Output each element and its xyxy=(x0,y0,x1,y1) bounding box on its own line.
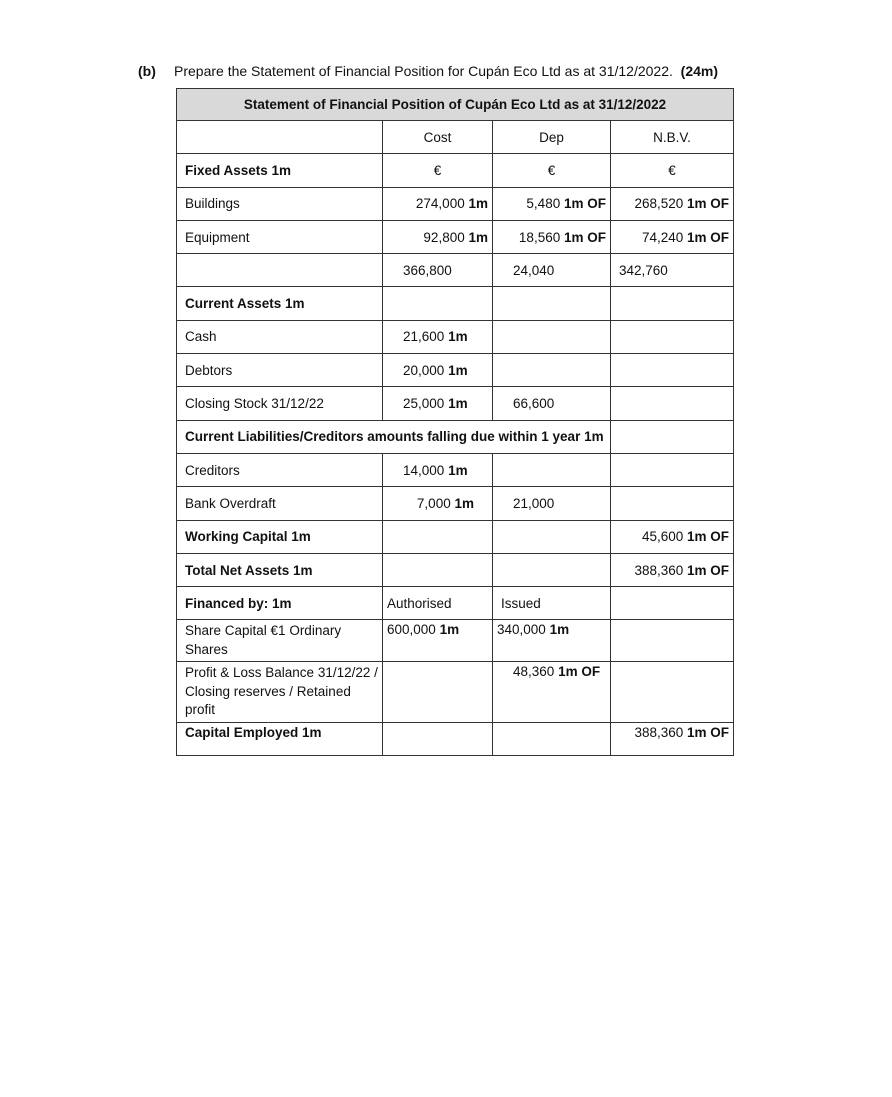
cash-label: Cash xyxy=(177,320,383,353)
debtors-value: 20,000 xyxy=(403,362,445,378)
fb-blank xyxy=(611,587,734,620)
share-capital-row xyxy=(177,620,734,662)
working-capital-value: 45,600 xyxy=(641,529,684,545)
creditors-mark: 1m xyxy=(448,462,468,478)
cash-mark: 1m xyxy=(448,329,468,345)
share-capital-label: Share Capital €1 Ordinary Shares xyxy=(177,620,383,662)
equipment-cost-value: 92,800 xyxy=(423,229,465,245)
share-capital-authorised-mark: 1m xyxy=(439,622,460,638)
pl-blank-1 xyxy=(383,662,493,723)
cash-value: 21,600 xyxy=(403,329,445,345)
working-capital-mark: 1m OF xyxy=(687,529,730,545)
fa-total-blank xyxy=(177,254,383,287)
equipment-dep-value: 18,560 xyxy=(518,229,561,245)
currency-cost: € xyxy=(383,154,493,187)
capital-employed-mark: 1m OF xyxy=(687,725,730,741)
tna-blank-1 xyxy=(383,553,493,586)
closing-stock-row xyxy=(177,387,734,420)
closing-stock-label: Closing Stock 31/12/22 xyxy=(177,387,383,420)
current-assets-total: 66,600 xyxy=(493,387,611,420)
creditors-blank-2 xyxy=(611,453,734,486)
buildings-nbv-mark: 1m OF xyxy=(687,196,730,212)
closing-stock-value: 25,000 xyxy=(403,396,445,412)
question-marks: (24m) xyxy=(680,63,719,79)
question-text xyxy=(174,63,718,79)
closing-stock-blank xyxy=(611,387,734,420)
header-dep: Dep xyxy=(493,121,611,154)
equipment-cost xyxy=(383,220,493,253)
total-net-assets-nbv xyxy=(611,553,734,586)
financial-position-table xyxy=(176,88,734,756)
share-capital-authorised-value: 600,000 xyxy=(387,622,436,638)
profit-loss-label: Profit & Loss Balance 31/12/22 / Closing reserves / Retained profit xyxy=(177,662,383,723)
table-title: Statement of Financial Position of Cupán Eco Ltd as at 31/12/2022 xyxy=(177,89,734,121)
buildings-row xyxy=(177,187,734,220)
fixed-assets-total-row xyxy=(177,254,734,287)
closing-stock-mark: 1m xyxy=(448,396,468,412)
debtors-label: Debtors xyxy=(177,354,383,387)
header-blank xyxy=(177,121,383,154)
current-assets-row xyxy=(177,287,734,320)
buildings-nbv xyxy=(611,187,734,220)
sc-blank xyxy=(611,620,734,662)
debtors-blank-1 xyxy=(493,354,611,387)
equipment-cost-mark: 1m xyxy=(468,229,488,245)
total-net-assets-value: 388,360 xyxy=(634,562,684,578)
fa-total-dep: 24,040 xyxy=(493,254,611,287)
share-capital-authorised xyxy=(383,620,493,662)
fa-total-nbv: 342,760 xyxy=(611,254,734,287)
header-cost: Cost xyxy=(383,121,493,154)
current-liabilities-label: Current Liabilities/Creditors amounts falling due within 1 year 1m xyxy=(177,420,611,453)
buildings-dep xyxy=(493,187,611,220)
cl-blank xyxy=(611,420,734,453)
pl-blank-2 xyxy=(611,662,734,723)
equipment-nbv-value: 74,240 xyxy=(641,229,684,245)
capital-employed-nbv xyxy=(611,723,734,756)
equipment-label: Equipment xyxy=(177,220,383,253)
profit-loss-value: 48,360 xyxy=(513,664,555,680)
capital-employed-row xyxy=(177,723,734,756)
currency-dep: € xyxy=(493,154,611,187)
debtors-row xyxy=(177,354,734,387)
buildings-cost-mark: 1m xyxy=(468,196,488,212)
creditors-blank-1 xyxy=(493,453,611,486)
creditors-row xyxy=(177,453,734,486)
question-label: (b) xyxy=(138,63,156,79)
debtors-blank-2 xyxy=(611,354,734,387)
financed-by-label: Financed by: 1m xyxy=(177,587,383,620)
question-body: Prepare the Statement of Financial Position for Cupán Eco Ltd as at 31/12/2022. xyxy=(174,63,673,79)
total-net-assets-mark: 1m OF xyxy=(687,562,730,578)
share-capital-issued-value: 340,000 xyxy=(497,622,546,638)
fixed-assets-label: Fixed Assets 1m xyxy=(177,154,383,187)
buildings-label: Buildings xyxy=(177,187,383,220)
ce-blank-2 xyxy=(493,723,611,756)
closing-stock-cost xyxy=(383,387,493,420)
profit-loss-mark: 1m OF xyxy=(558,664,601,680)
fa-total-cost: 366,800 xyxy=(383,254,493,287)
current-liabilities-row xyxy=(177,420,734,453)
creditors-label: Creditors xyxy=(177,453,383,486)
profit-loss-issued xyxy=(493,662,611,723)
wc-blank-2 xyxy=(493,520,611,553)
ce-blank-1 xyxy=(383,723,493,756)
tna-blank-2 xyxy=(493,553,611,586)
capital-employed-value: 388,360 xyxy=(634,725,684,741)
currency-nbv: € xyxy=(611,154,734,187)
cash-blank-2 xyxy=(611,320,734,353)
profit-loss-row xyxy=(177,662,734,723)
share-capital-issued-mark: 1m xyxy=(549,622,570,638)
buildings-cost-value: 274,000 xyxy=(415,196,465,212)
financed-by-row xyxy=(177,587,734,620)
creditors-value: 14,000 xyxy=(403,462,445,478)
capital-employed-label: Capital Employed 1m xyxy=(177,723,383,756)
table-title-row xyxy=(177,89,734,121)
equipment-nbv xyxy=(611,220,734,253)
equipment-dep xyxy=(493,220,611,253)
bank-overdraft-cost xyxy=(383,487,493,520)
wc-blank-1 xyxy=(383,520,493,553)
equipment-dep-mark: 1m OF xyxy=(563,229,606,245)
debtors-mark: 1m xyxy=(448,362,468,378)
bank-overdraft-mark: 1m xyxy=(454,495,474,511)
total-net-assets-row xyxy=(177,553,734,586)
working-capital-row xyxy=(177,520,734,553)
cash-cost xyxy=(383,320,493,353)
bank-overdraft-label: Bank Overdraft xyxy=(177,487,383,520)
working-capital-nbv xyxy=(611,520,734,553)
column-header-row xyxy=(177,121,734,154)
fixed-assets-row xyxy=(177,154,734,187)
ca-blank-3 xyxy=(611,287,734,320)
ca-blank-1 xyxy=(383,287,493,320)
equipment-row xyxy=(177,220,734,253)
share-capital-issued xyxy=(493,620,611,662)
header-nbv: N.B.V. xyxy=(611,121,734,154)
cash-row xyxy=(177,320,734,353)
buildings-dep-value: 5,480 xyxy=(526,196,561,212)
current-liabilities-total: 21,000 xyxy=(493,487,611,520)
ca-blank-2 xyxy=(493,287,611,320)
buildings-nbv-value: 268,520 xyxy=(634,196,684,212)
equipment-nbv-mark: 1m OF xyxy=(687,229,730,245)
current-assets-label: Current Assets 1m xyxy=(177,287,383,320)
bank-overdraft-value: 7,000 xyxy=(416,495,451,511)
creditors-cost xyxy=(383,453,493,486)
cash-blank-1 xyxy=(493,320,611,353)
bank-overdraft-blank xyxy=(611,487,734,520)
authorised-header: Authorised xyxy=(383,587,493,620)
total-net-assets-label: Total Net Assets 1m xyxy=(177,553,383,586)
bank-overdraft-row xyxy=(177,487,734,520)
working-capital-label: Working Capital 1m xyxy=(177,520,383,553)
buildings-dep-mark: 1m OF xyxy=(563,196,606,212)
debtors-cost xyxy=(383,354,493,387)
buildings-cost xyxy=(383,187,493,220)
issued-header: Issued xyxy=(493,587,611,620)
